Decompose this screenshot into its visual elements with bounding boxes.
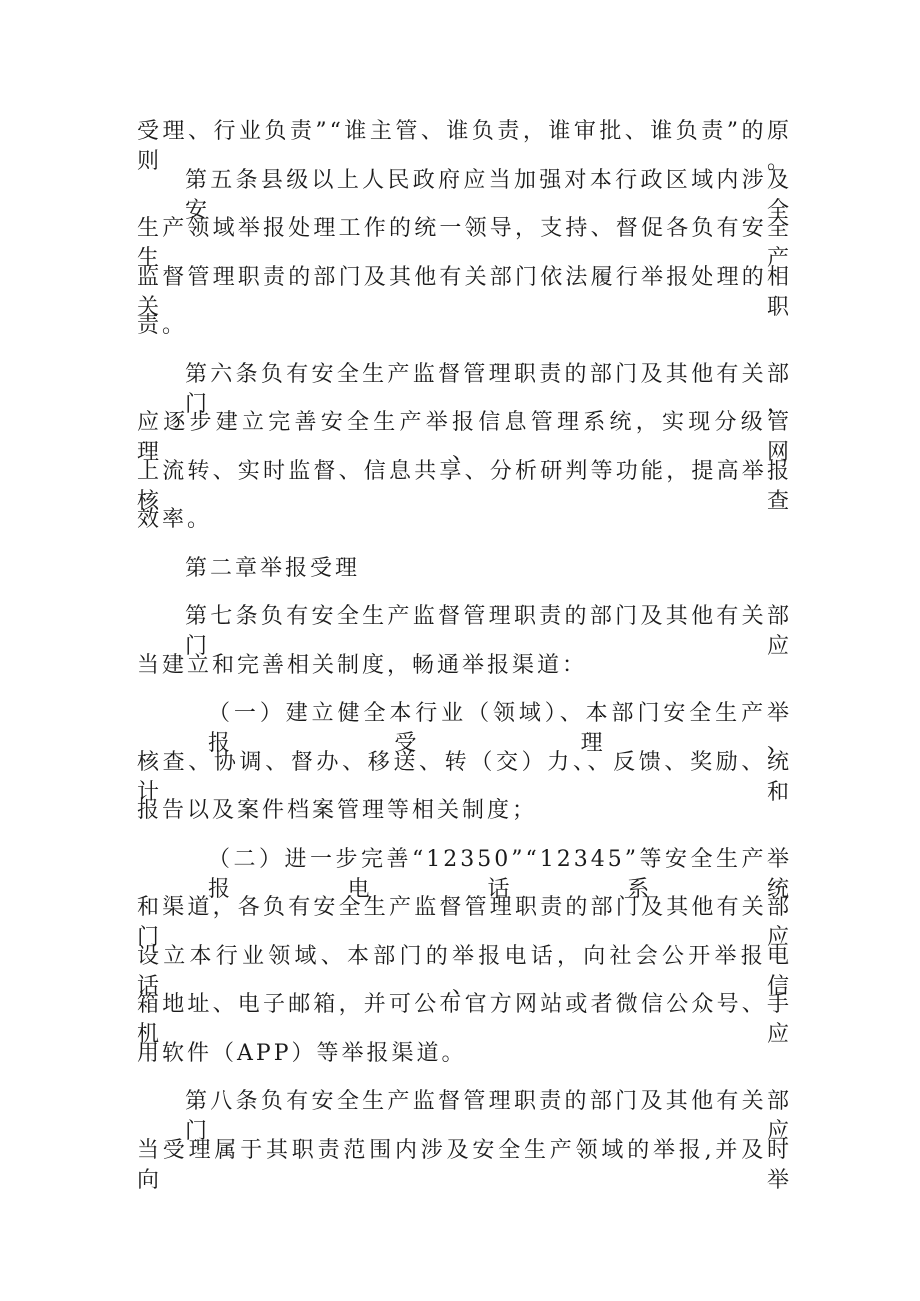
text-line: 监督管理职责的部门及其他有关部门依法履行举报处理的相关职 [137,265,792,320]
article-6-heading-line: 第六条负有安全生产监督管理职责的部门及其他有关部门， [185,362,792,417]
text-line: 当建立和完善相关制度，畅通举报渠道： [137,653,588,678]
text-line: 箱地址、电子邮箱，并可公布官方网站或者微信公众号、手机应 [137,992,792,1047]
text-line: 报告以及案件档案管理等相关制度； [137,798,538,823]
article-7-heading-line: 第七条负有安全生产监督管理职责的部门及其他有关部门应 [185,604,792,659]
text-line: 上流转、实时监督、信息共享、分析研判等功能，提高举报核查 [137,459,792,514]
text-line: 受理、行业负责”“谁主管、谁负责，谁审批、谁负责”的原则。 [137,119,792,174]
article-8-heading-line: 第八条负有安全生产监督管理职责的部门及其他有关部门应 [185,1089,792,1144]
chapter-heading: 第二章举报受理 [185,556,361,581]
list-item-1-line: （一）建立健全本行业（领域）、本部门安全生产举报受理、 [208,701,792,756]
text-line: 设立本行业领域、本部门的举报电话，向社会公开举报电话、信 [137,944,792,999]
article-5-heading-line: 第五条县级以上人民政府应当加强对本行政区域内涉及安全 [185,168,792,223]
text-line: 应逐步建立完善安全生产举报信息管理系统，实现分级管理、网 [137,410,792,465]
text-line: 效率。 [137,507,213,532]
text-line: 责。 [137,313,188,338]
text-line: 生产领域举报处理工作的统一领导，支持、督促各负有安全生产 [137,216,792,271]
text-line: 核查、协调、督办、移送、转（交）力、、反馈、奖励、统计和 [137,750,792,805]
list-item-2-line: （二）进一步完善“12350”“12345”等安全生产举报电话系统 [208,847,792,902]
text-line: 当受理属于其职责范围内涉及安全生产领域的举报,并及时向举 [137,1138,792,1193]
text-line: 用软件（APP）等举报渠道。 [137,1041,467,1066]
text-line: 和渠道，各负有安全生产监督管理职责的部门及其他有关部门应 [137,895,792,950]
